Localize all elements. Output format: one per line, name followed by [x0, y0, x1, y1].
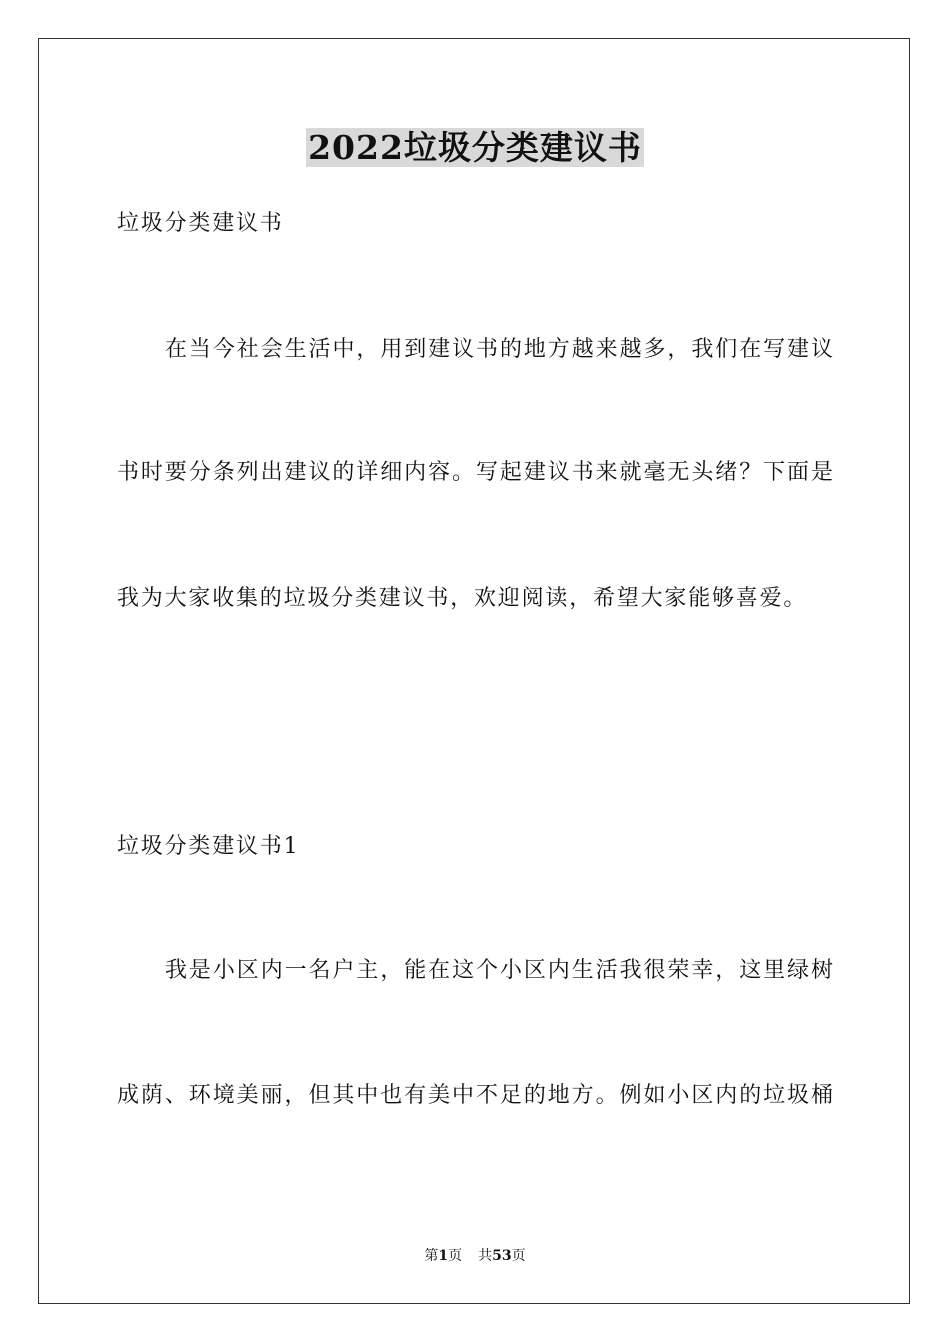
footer-page-unit: 页: [448, 1248, 463, 1264]
intro-line-3: 我为大家收集的垃圾分类建议书，欢迎阅读，希望大家能够喜爱。: [117, 586, 808, 611]
footer-total-prefix: 共: [478, 1248, 493, 1264]
footer-total-unit: 页: [511, 1248, 526, 1264]
page-footer: [0, 1246, 950, 1266]
intro-line-2: 书时要分条列出建议的详细内容。写起建议书来就毫无头绪？下面是: [117, 460, 833, 485]
document-title-text: 2022垃圾分类建议书: [308, 128, 642, 167]
section1-line-1: 我是小区内一名户主，能在这个小区内生活我很荣幸，这里绿树: [165, 958, 833, 983]
document-title: [0, 126, 950, 170]
footer-page-total: 53: [492, 1248, 512, 1264]
document-subtitle: 垃圾分类建议书: [117, 211, 284, 236]
section1-heading: 垃圾分类建议书1: [117, 834, 300, 859]
intro-line-1: 在当今社会生活中，用到建议书的地方越来越多，我们在写建议: [165, 337, 833, 362]
footer-page-current: 1: [438, 1248, 449, 1264]
footer-page-prefix: 第: [424, 1248, 439, 1264]
section1-line-2: 成荫、环境美丽，但其中也有美中不足的地方。例如小区内的垃圾桶: [117, 1083, 833, 1108]
